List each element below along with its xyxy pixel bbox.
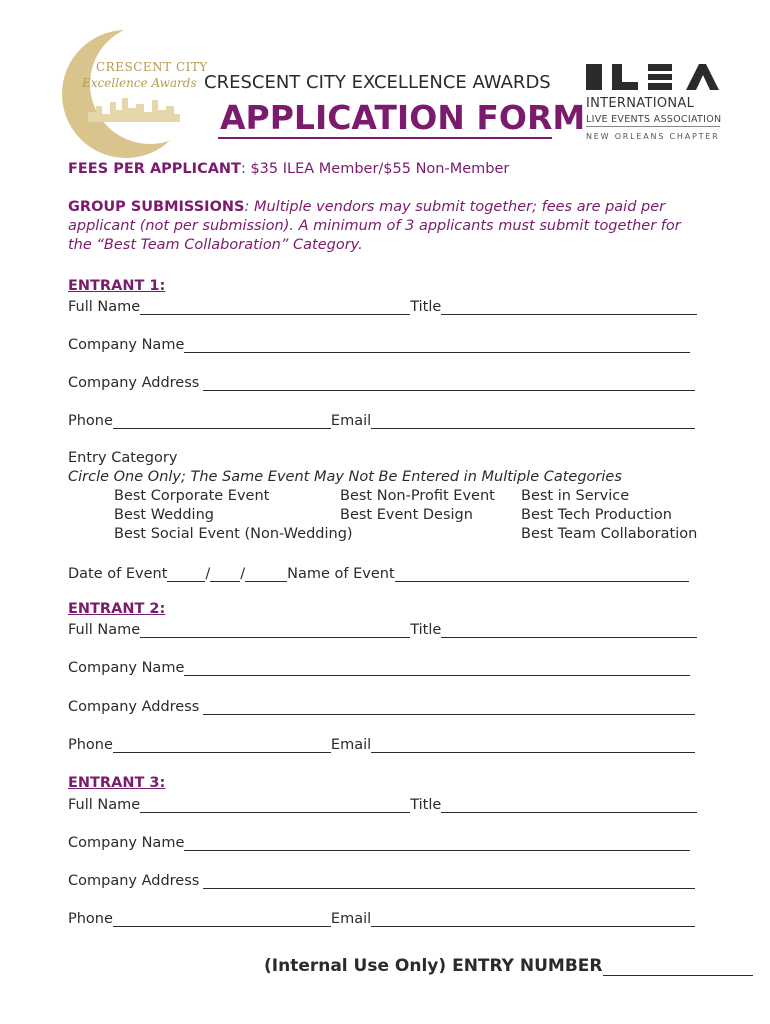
entrant-1-company-name-field[interactable] [184, 338, 690, 353]
event-year-field[interactable] [245, 567, 287, 582]
entrant-3-company-address-field[interactable] [203, 874, 695, 889]
category-option[interactable]: Best Team Collaboration [521, 526, 698, 542]
entrant-2-phone-field[interactable] [113, 738, 331, 753]
fees-label: FEES PER APPLICANT [68, 161, 241, 177]
entry-category-instruction: Circle One Only; The Same Event May Not Be Entered in Multiple Categories [68, 469, 622, 485]
entrant-1-full-name-field[interactable] [140, 300, 410, 315]
entrant-1-heading: ENTRANT 1: [68, 278, 166, 294]
title-underline [218, 137, 552, 139]
entrant-3-heading: ENTRANT 3: [68, 775, 166, 791]
entrant-3-title-field[interactable] [441, 798, 697, 813]
entrant-1-address-row: Company Address [68, 371, 695, 391]
entrant-1-phone-field[interactable] [113, 414, 331, 429]
entry-number-field[interactable] [603, 959, 753, 976]
internal-entry-number-label: (Internal Use Only) ENTRY NUMBER [264, 956, 603, 976]
entrant-1-email-field[interactable] [371, 414, 695, 429]
entrant-2-heading: ENTRANT 2: [68, 601, 166, 617]
group-text: : Multiple vendors may submit together; fees are paid per applicant (not per submission). A minimum of 3 applicants must submit together for the “Best Team Collaboration” Category. [68, 199, 681, 253]
entrant-1-company-address-field[interactable] [203, 376, 695, 391]
entry-category-heading: Entry Category [68, 450, 178, 466]
entrant-3-name-row: Full Name Title [68, 793, 697, 813]
internal-entry-number-row [264, 956, 753, 976]
form-title: APPLICATION FORM [220, 98, 586, 137]
entrant-2-contact-row: Phone Email [68, 733, 695, 753]
ilea-line3: NEW ORLEANS CHAPTER [586, 132, 720, 141]
category-option[interactable]: Best in Service [521, 488, 630, 504]
entrant-3-company-row: Company Name [68, 831, 690, 851]
ilea-glyph-icon [586, 62, 720, 92]
ilea-line2: LIVE EVENTS ASSOCIATION [586, 114, 722, 125]
entrant-1-contact-row: Phone Email [68, 409, 695, 429]
entrant-2-company-name-field[interactable] [184, 661, 690, 676]
group-label: GROUP SUBMISSIONS [68, 199, 245, 215]
event-day-field[interactable] [210, 567, 240, 582]
event-row: Date of Event / / Name of Event [68, 562, 689, 582]
entrant-1-title-field[interactable] [441, 300, 697, 315]
entrant-2-name-row: Full Name Title [68, 618, 697, 638]
entrant-3-email-field[interactable] [371, 912, 695, 927]
entrant-2-title-field[interactable] [441, 623, 697, 638]
entrant-3-full-name-field[interactable] [140, 798, 410, 813]
event-month-field[interactable] [167, 567, 205, 582]
event-name-field[interactable] [395, 567, 689, 582]
category-option[interactable]: Best Corporate Event [114, 488, 270, 504]
entrant-3-phone-field[interactable] [113, 912, 331, 927]
category-option[interactable]: Best Wedding [114, 507, 214, 523]
category-option[interactable]: Best Social Event (Non-Wedding) [114, 526, 353, 542]
entrant-2-company-address-field[interactable] [203, 700, 695, 715]
ilea-line1: INTERNATIONAL [586, 96, 695, 111]
entrant-2-full-name-field[interactable] [140, 623, 410, 638]
entrant-2-address-row: Company Address [68, 695, 695, 715]
category-option[interactable]: Best Non-Profit Event [340, 488, 495, 504]
ilea-logo [586, 62, 726, 152]
entrant-3-contact-row: Phone Email [68, 907, 695, 927]
entrant-1-name-row: Full Name Title [68, 295, 697, 315]
category-option[interactable]: Best Tech Production [521, 507, 672, 523]
logo-text-line2: Excellence Awards [82, 76, 197, 90]
entrant-1-company-row: Company Name [68, 333, 690, 353]
group-paragraph [68, 198, 708, 255]
fees-paragraph [68, 160, 708, 179]
fees-text: : $35 ILEA Member/$55 Non-Member [240, 161, 510, 177]
entrant-2-email-field[interactable] [371, 738, 695, 753]
entrant-2-company-row: Company Name [68, 656, 690, 676]
awards-title: CRESCENT CITY EXCELLENCE AWARDS [204, 72, 551, 93]
entrant-3-address-row: Company Address [68, 869, 695, 889]
skyline-icon [88, 96, 180, 122]
logo-text-line1: CRESCENT CITY [96, 60, 208, 74]
crescent-city-logo [62, 30, 208, 160]
entrant-3-company-name-field[interactable] [184, 836, 690, 851]
category-option[interactable]: Best Event Design [340, 507, 473, 523]
